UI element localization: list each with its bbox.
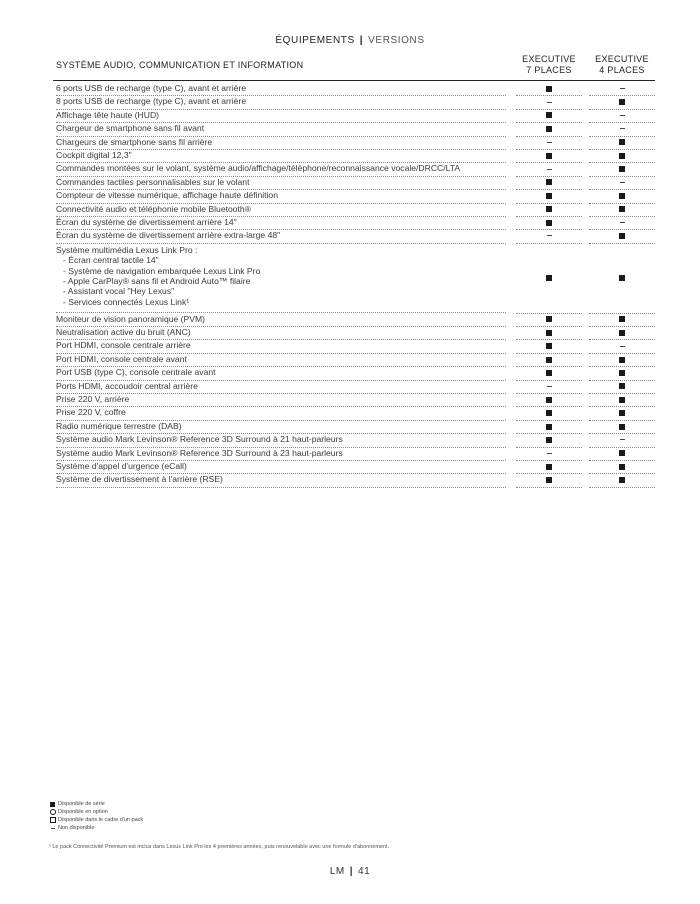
filled-square-icon: [619, 153, 625, 159]
column-header-line: EXECUTIVE: [522, 54, 576, 64]
filled-square-icon: [546, 464, 552, 470]
feature-cell: [56, 136, 506, 150]
feature-cell: [56, 82, 506, 96]
feature-label: Prise 220 V, arrière: [56, 394, 130, 405]
header-separator: |: [359, 35, 364, 46]
table-row: [53, 162, 655, 175]
feature-cell: [56, 460, 506, 474]
availability-executive-4: [589, 353, 655, 367]
legend-item: [49, 800, 143, 808]
table-row: [53, 122, 655, 135]
table-row: [53, 136, 655, 149]
availability-executive-7: [516, 353, 582, 367]
filled-square-icon: [619, 166, 625, 172]
availability-executive-7: [516, 313, 582, 327]
table-row: [53, 243, 655, 313]
footer-separator: |: [349, 866, 354, 877]
filled-square-icon: [546, 437, 552, 443]
legend-item: [49, 816, 143, 824]
table-row: [53, 216, 655, 229]
availability-executive-7: [516, 420, 582, 434]
page-header: [0, 35, 700, 46]
legend: [49, 800, 143, 832]
feature-cell: [56, 243, 506, 313]
page-subtitle: VERSIONS: [368, 35, 425, 46]
feature-cell: [56, 473, 506, 487]
dash-icon: [620, 439, 625, 440]
model-name: LM: [329, 866, 345, 877]
filled-square-icon: [546, 343, 552, 349]
availability-executive-4: [589, 122, 655, 136]
filled-square-icon: [619, 397, 625, 403]
filled-square-icon: [546, 179, 552, 185]
table-row: [53, 393, 655, 406]
table-row: [53, 176, 655, 189]
availability-executive-7: [516, 176, 582, 190]
filled-square-icon: [619, 424, 625, 430]
filled-square-icon: [619, 357, 625, 363]
filled-square-icon: [546, 424, 552, 430]
feature-cell: [56, 203, 506, 217]
feature-cell: [56, 176, 506, 190]
filled-square-icon: [619, 464, 625, 470]
availability-executive-4: [589, 95, 655, 109]
availability-executive-4: [589, 216, 655, 230]
filled-square-icon: [50, 802, 55, 807]
table-row: [53, 366, 655, 379]
table-row: [53, 447, 655, 460]
feature-cell: [56, 447, 506, 461]
feature-label: Port USB (type C), console centrale avant: [56, 367, 216, 378]
page-title: ÉQUIPEMENTS: [275, 35, 355, 46]
equipment-table: [53, 82, 655, 487]
availability-executive-7: [516, 109, 582, 123]
availability-executive-4: [589, 176, 655, 190]
feature-cell: [56, 420, 506, 434]
filled-square-icon: [619, 450, 625, 456]
feature-cell: [56, 189, 506, 203]
dash-icon: [547, 386, 552, 387]
dash-icon: [620, 222, 625, 223]
table-row: [53, 149, 655, 162]
filled-square-icon: [619, 233, 625, 239]
table-row: [53, 433, 655, 446]
feature-label: 6 ports USB de recharge (type C), avant et arrière: [56, 83, 247, 93]
filled-square-icon: [546, 330, 552, 336]
availability-executive-4: [589, 136, 655, 150]
dash-icon: [547, 235, 552, 236]
feature-sub-item: - Apple CarPlay® sans fil et Android Auto™ filaire: [63, 275, 251, 286]
availability-executive-7: [516, 406, 582, 420]
dash-icon: [620, 346, 625, 347]
feature-cell: [56, 149, 506, 163]
feature-label: Système de divertissement à l'arrière (RSE): [56, 474, 223, 485]
availability-executive-4: [589, 406, 655, 420]
page-footer: [0, 866, 700, 877]
feature-cell: [56, 95, 506, 109]
filled-square-icon: [619, 193, 625, 199]
feature-cell: [56, 353, 506, 367]
filled-square-icon: [546, 477, 552, 483]
availability-executive-4: [589, 339, 655, 353]
availability-executive-7: [516, 216, 582, 230]
availability-executive-7: [516, 189, 582, 203]
dash-icon: [620, 115, 625, 116]
table-row: [53, 326, 655, 339]
availability-executive-4: [589, 393, 655, 407]
filled-square-icon: [546, 370, 552, 376]
filled-square-icon: [619, 383, 625, 389]
filled-square-icon: [546, 112, 552, 118]
availability-executive-7: [516, 460, 582, 474]
availability-executive-7: [516, 447, 582, 461]
feature-label: Écran du système de divertissement arrière 14": [56, 216, 237, 227]
feature-cell: [56, 339, 506, 353]
filled-square-icon: [546, 206, 552, 212]
legend-item: [49, 824, 143, 832]
availability-executive-4: [589, 460, 655, 474]
filled-square-icon: [546, 275, 552, 281]
table-row: [53, 95, 655, 108]
availability-executive-4: [589, 203, 655, 217]
filled-square-icon: [619, 139, 625, 145]
filled-square-icon: [619, 410, 625, 416]
filled-square-icon: [546, 357, 552, 363]
legend-label: Non disponible: [58, 825, 95, 831]
availability-executive-4: [589, 313, 655, 327]
feature-cell: [56, 229, 506, 243]
availability-executive-4: [589, 380, 655, 394]
feature-label: Système multimédia Lexus Link Pro :: [56, 244, 198, 255]
availability-executive-7: [516, 203, 582, 217]
feature-label: Connectivité audio et téléphonie mobile Bluetooth®: [56, 203, 252, 214]
filled-square-icon: [619, 99, 625, 105]
availability-executive-7: [516, 433, 582, 447]
availability-executive-7: [516, 473, 582, 487]
filled-square-icon: [546, 410, 552, 416]
availability-executive-7: [516, 326, 582, 340]
filled-square-icon: [619, 275, 625, 281]
filled-square-icon: [619, 370, 625, 376]
filled-square-icon: [619, 477, 625, 483]
feature-label: Commandes montées sur le volant, système audio/affichage/téléphone/reconnaissance vocale/DRCC/LTA: [56, 163, 461, 174]
table-row: [53, 229, 655, 242]
table-row: [53, 189, 655, 202]
feature-label: Port HDMI, console centrale avant: [56, 353, 187, 364]
dash-icon: [547, 169, 552, 170]
column-header-line: EXECUTIVE: [595, 54, 649, 64]
feature-label: Système audio Mark Levinson® Reference 3D Surround à 21 haut-parleurs: [56, 434, 343, 445]
feature-label: Compteur de vitesse numérique, affichage haute définition: [56, 190, 278, 201]
filled-square-icon: [546, 153, 552, 159]
table-row: [53, 339, 655, 352]
legend-label: Disponible de série: [58, 801, 105, 807]
column-header-line: 4 PLACES: [599, 65, 645, 75]
filled-square-icon: [619, 206, 625, 212]
feature-cell: [56, 393, 506, 407]
availability-executive-7: [516, 82, 582, 96]
dash-icon: [620, 128, 625, 129]
availability-executive-4: [589, 149, 655, 163]
availability-executive-4: [589, 109, 655, 123]
feature-cell: [56, 326, 506, 340]
filled-square-icon: [546, 220, 552, 226]
feature-label: Cockpit digital 12,3": [56, 149, 132, 160]
dash-icon: [547, 142, 552, 143]
column-header-executive-4: [589, 54, 655, 76]
feature-label: Chargeur de smartphone sans fil avant: [56, 123, 205, 134]
availability-executive-7: [516, 339, 582, 353]
availability-executive-7: [516, 380, 582, 394]
feature-cell: [56, 216, 506, 230]
feature-sub-item: - Assistant vocal "Hey Lexus": [63, 286, 175, 297]
availability-executive-4: [589, 189, 655, 203]
circle-icon: [50, 809, 56, 815]
filled-square-icon: [619, 316, 625, 322]
feature-cell: [56, 366, 506, 380]
legend-label: Disponible en option: [58, 809, 108, 815]
filled-square-icon: [546, 397, 552, 403]
feature-label: Système d'appel d'urgence (eCall): [56, 460, 187, 471]
availability-executive-7: [516, 162, 582, 176]
table-row: [53, 420, 655, 433]
availability-executive-7: [516, 243, 582, 314]
availability-executive-4: [589, 326, 655, 340]
availability-executive-4: [589, 162, 655, 176]
availability-executive-4: [589, 473, 655, 487]
column-header-line: 7 PLACES: [526, 65, 572, 75]
availability-executive-4: [589, 243, 655, 314]
feature-label: Système audio Mark Levinson® Reference 3D Surround à 23 haut-parleurs: [56, 447, 343, 458]
availability-executive-4: [589, 447, 655, 461]
feature-label: Port HDMI, console centrale arrière: [56, 340, 191, 351]
table-row: [53, 203, 655, 216]
legend-label: Disponible dans le cadre d'un pack: [58, 817, 144, 823]
feature-cell: [56, 122, 506, 136]
feature-label: Radio numérique terrestre (DAB): [56, 420, 182, 431]
availability-executive-7: [516, 149, 582, 163]
feature-cell: [56, 313, 506, 327]
feature-sub-item: - Services connectés Lexus Link¹: [63, 296, 190, 307]
section-title: SYSTÈME AUDIO, COMMUNICATION ET INFORMATION: [56, 60, 304, 70]
filled-square-icon: [546, 316, 552, 322]
outlined-square-icon: [50, 817, 56, 823]
table-row: [53, 380, 655, 393]
table-row: [53, 109, 655, 122]
availability-executive-7: [516, 136, 582, 150]
availability-executive-4: [589, 433, 655, 447]
availability-executive-4: [589, 420, 655, 434]
availability-executive-7: [516, 393, 582, 407]
feature-label: Affichage tête haute (HUD): [56, 109, 160, 120]
feature-cell: [56, 433, 506, 447]
feature-cell: [56, 162, 506, 176]
feature-label: Écran du système de divertissement arrière extra-large 48": [56, 230, 281, 241]
page-number: 41: [358, 866, 371, 877]
feature-sub-item: - Système de navigation embarquée Lexus Link Pro: [63, 265, 261, 276]
availability-executive-4: [589, 366, 655, 380]
feature-sub-item: - Écran central tactile 14": [63, 255, 159, 266]
table-row: [53, 82, 655, 95]
availability-executive-7: [516, 95, 582, 109]
table-row: [53, 473, 655, 486]
table-row: [53, 406, 655, 419]
dash-icon: [547, 102, 552, 103]
feature-cell: [56, 380, 506, 394]
feature-label: Prise 220 V, coffre: [56, 407, 126, 418]
filled-square-icon: [546, 126, 552, 132]
feature-label: Chargeurs de smartphone sans fil arrière: [56, 136, 213, 147]
availability-executive-7: [516, 366, 582, 380]
feature-label: 8 ports USB de recharge (type C), avant et arrière: [56, 96, 247, 107]
feature-label: Moniteur de vision panoramique (PVM): [56, 313, 206, 324]
table-row: [53, 313, 655, 326]
table-header: [53, 54, 655, 81]
table-row: [53, 460, 655, 473]
filled-square-icon: [546, 193, 552, 199]
filled-square-icon: [546, 86, 552, 92]
feature-cell: [56, 109, 506, 123]
column-header-executive-7: [516, 54, 582, 76]
availability-executive-4: [589, 229, 655, 243]
dash-icon: [51, 828, 55, 829]
dash-icon: [620, 88, 625, 89]
filled-square-icon: [619, 330, 625, 336]
availability-executive-7: [516, 229, 582, 243]
dash-icon: [547, 453, 552, 454]
feature-label: Ports HDMI, accoudoir central arrière: [56, 380, 198, 391]
feature-label: Commandes tactiles personnalisables sur le volant: [56, 176, 250, 187]
legend-item: [49, 808, 143, 816]
dash-icon: [620, 182, 625, 183]
feature-cell: [56, 406, 506, 420]
availability-executive-4: [589, 82, 655, 96]
feature-label: Neutralisation active du bruit (ANC): [56, 327, 191, 338]
footnote: ¹ Le pack Connectivité Premium est inclus dans Lexus Link Pro les 4 premières années, puis renouvelable avec une formule d'abonnement.: [49, 844, 390, 850]
table-row: [53, 353, 655, 366]
availability-executive-7: [516, 122, 582, 136]
